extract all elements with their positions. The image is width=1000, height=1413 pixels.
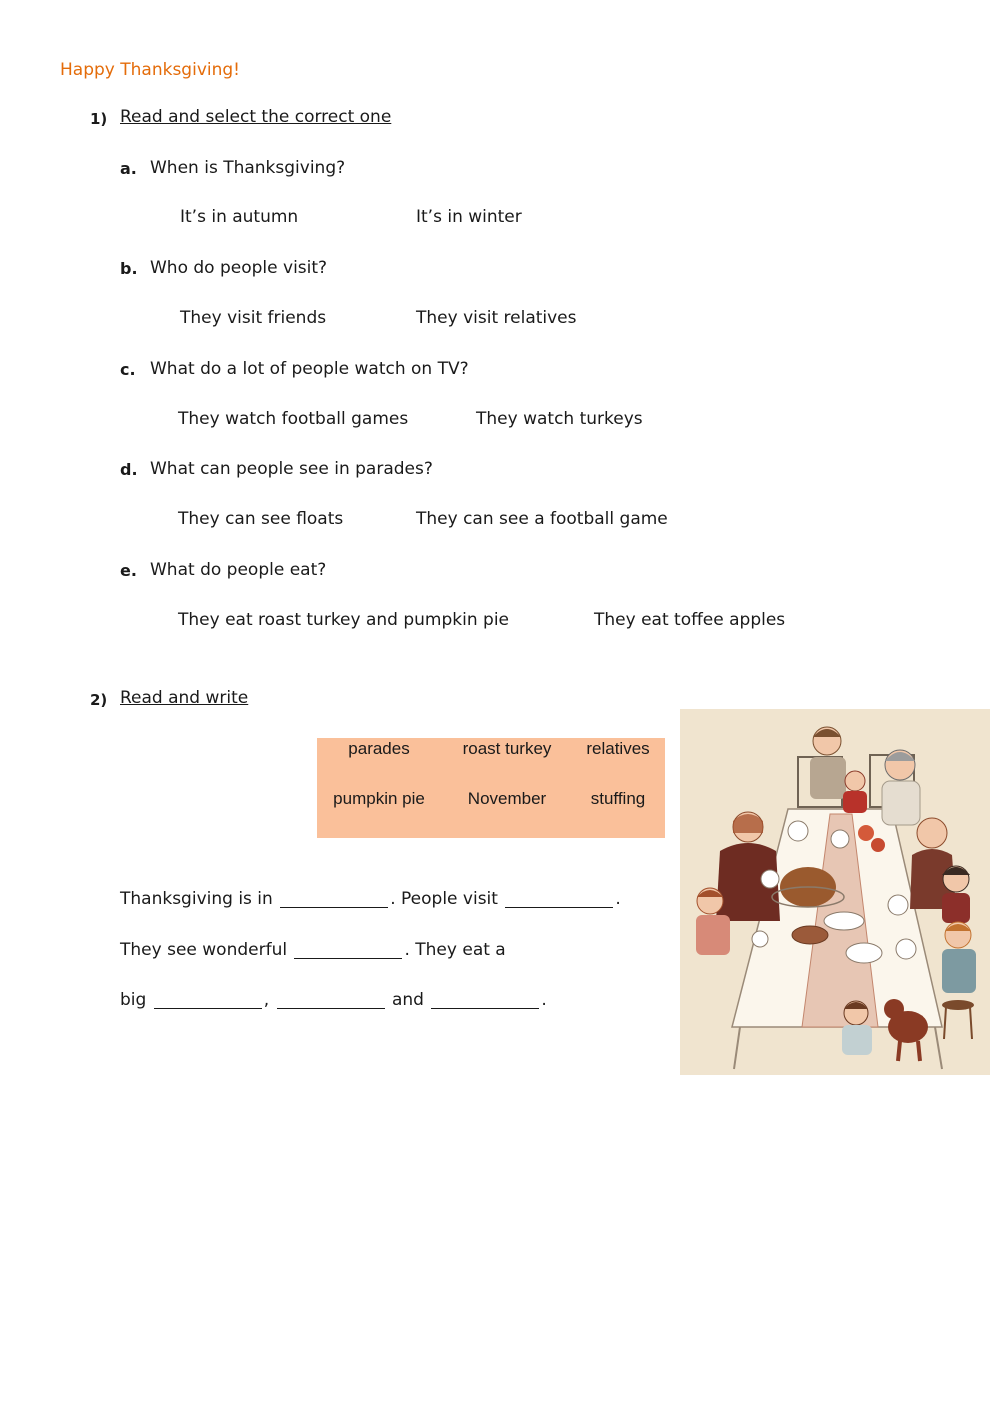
question-c-text: What do a lot of people watch on TV? — [150, 359, 469, 379]
sentence-text: Thanksgiving is in — [120, 889, 273, 909]
word-bank-item: stuffing — [590, 789, 646, 808]
word-bank-item: November — [467, 789, 547, 808]
word-bank-item: parades — [348, 739, 410, 758]
sentence-text: . — [541, 990, 547, 1010]
sentence-text: . — [615, 889, 621, 909]
sentence-text: , — [263, 990, 270, 1010]
question-a-letter: a. — [120, 159, 137, 178]
blank-food-2-input[interactable] — [277, 994, 385, 1009]
thanksgiving-dinner-illustration-drawing — [680, 709, 990, 1075]
question-a-text: When is Thanksgiving? — [150, 158, 346, 178]
question-b-option-1[interactable]: They visit friends — [180, 308, 327, 328]
blank-people-input[interactable] — [505, 893, 613, 908]
question-d-letter: d. — [120, 460, 138, 479]
blank-parades-input[interactable] — [294, 944, 402, 959]
section-2-heading: Read and write — [120, 688, 249, 708]
section-1-number: 1) — [90, 110, 108, 128]
question-b-text: Who do people visit? — [150, 258, 328, 278]
blank-food-1-input[interactable] — [154, 994, 262, 1009]
word-bank — [317, 738, 665, 838]
question-c-option-1[interactable]: They watch football games — [178, 409, 409, 429]
word-bank-item: pumpkin pie — [333, 789, 425, 808]
sentence-text: . People visit — [390, 889, 498, 909]
sentence-line-3 — [120, 990, 547, 1010]
question-e-option-1[interactable]: They eat roast turkey and pumpkin pie — [178, 610, 510, 630]
question-d-option-2[interactable]: They can see a football game — [416, 509, 668, 529]
question-c-option-2[interactable]: They watch turkeys — [476, 409, 643, 429]
question-b-option-2[interactable]: They visit relatives — [416, 308, 577, 328]
sentence-text: They see wonderful — [120, 940, 288, 960]
sentence-line-1 — [120, 889, 621, 909]
question-b-letter: b. — [120, 259, 138, 278]
sentence-text: and — [391, 990, 424, 1010]
question-d-option-1[interactable]: They can see floats — [178, 509, 344, 529]
sentence-text: . They eat a — [404, 940, 506, 960]
question-a-option-2[interactable]: It’s in winter — [416, 207, 522, 227]
section-1-heading: Read and select the correct one — [120, 107, 392, 127]
blank-food-3-input[interactable] — [431, 994, 539, 1009]
question-e-letter: e. — [120, 561, 137, 580]
thanksgiving-dinner-illustration — [680, 709, 990, 1075]
question-c-letter: c. — [120, 360, 136, 379]
sentence-text: big — [120, 990, 147, 1010]
question-d-text: What can people see in parades? — [150, 459, 433, 479]
question-e-option-2[interactable]: They eat toffee apples — [594, 610, 786, 630]
word-bank-item: relatives — [586, 739, 650, 758]
word-bank-item: roast turkey — [462, 739, 552, 758]
section-2-number: 2) — [90, 691, 108, 709]
question-e-text: What do people eat? — [150, 560, 327, 580]
page-title: Happy Thanksgiving! — [60, 60, 240, 80]
blank-month-input[interactable] — [280, 893, 388, 908]
question-a-option-1[interactable]: It’s in autumn — [180, 207, 299, 227]
sentence-line-2 — [120, 940, 506, 960]
